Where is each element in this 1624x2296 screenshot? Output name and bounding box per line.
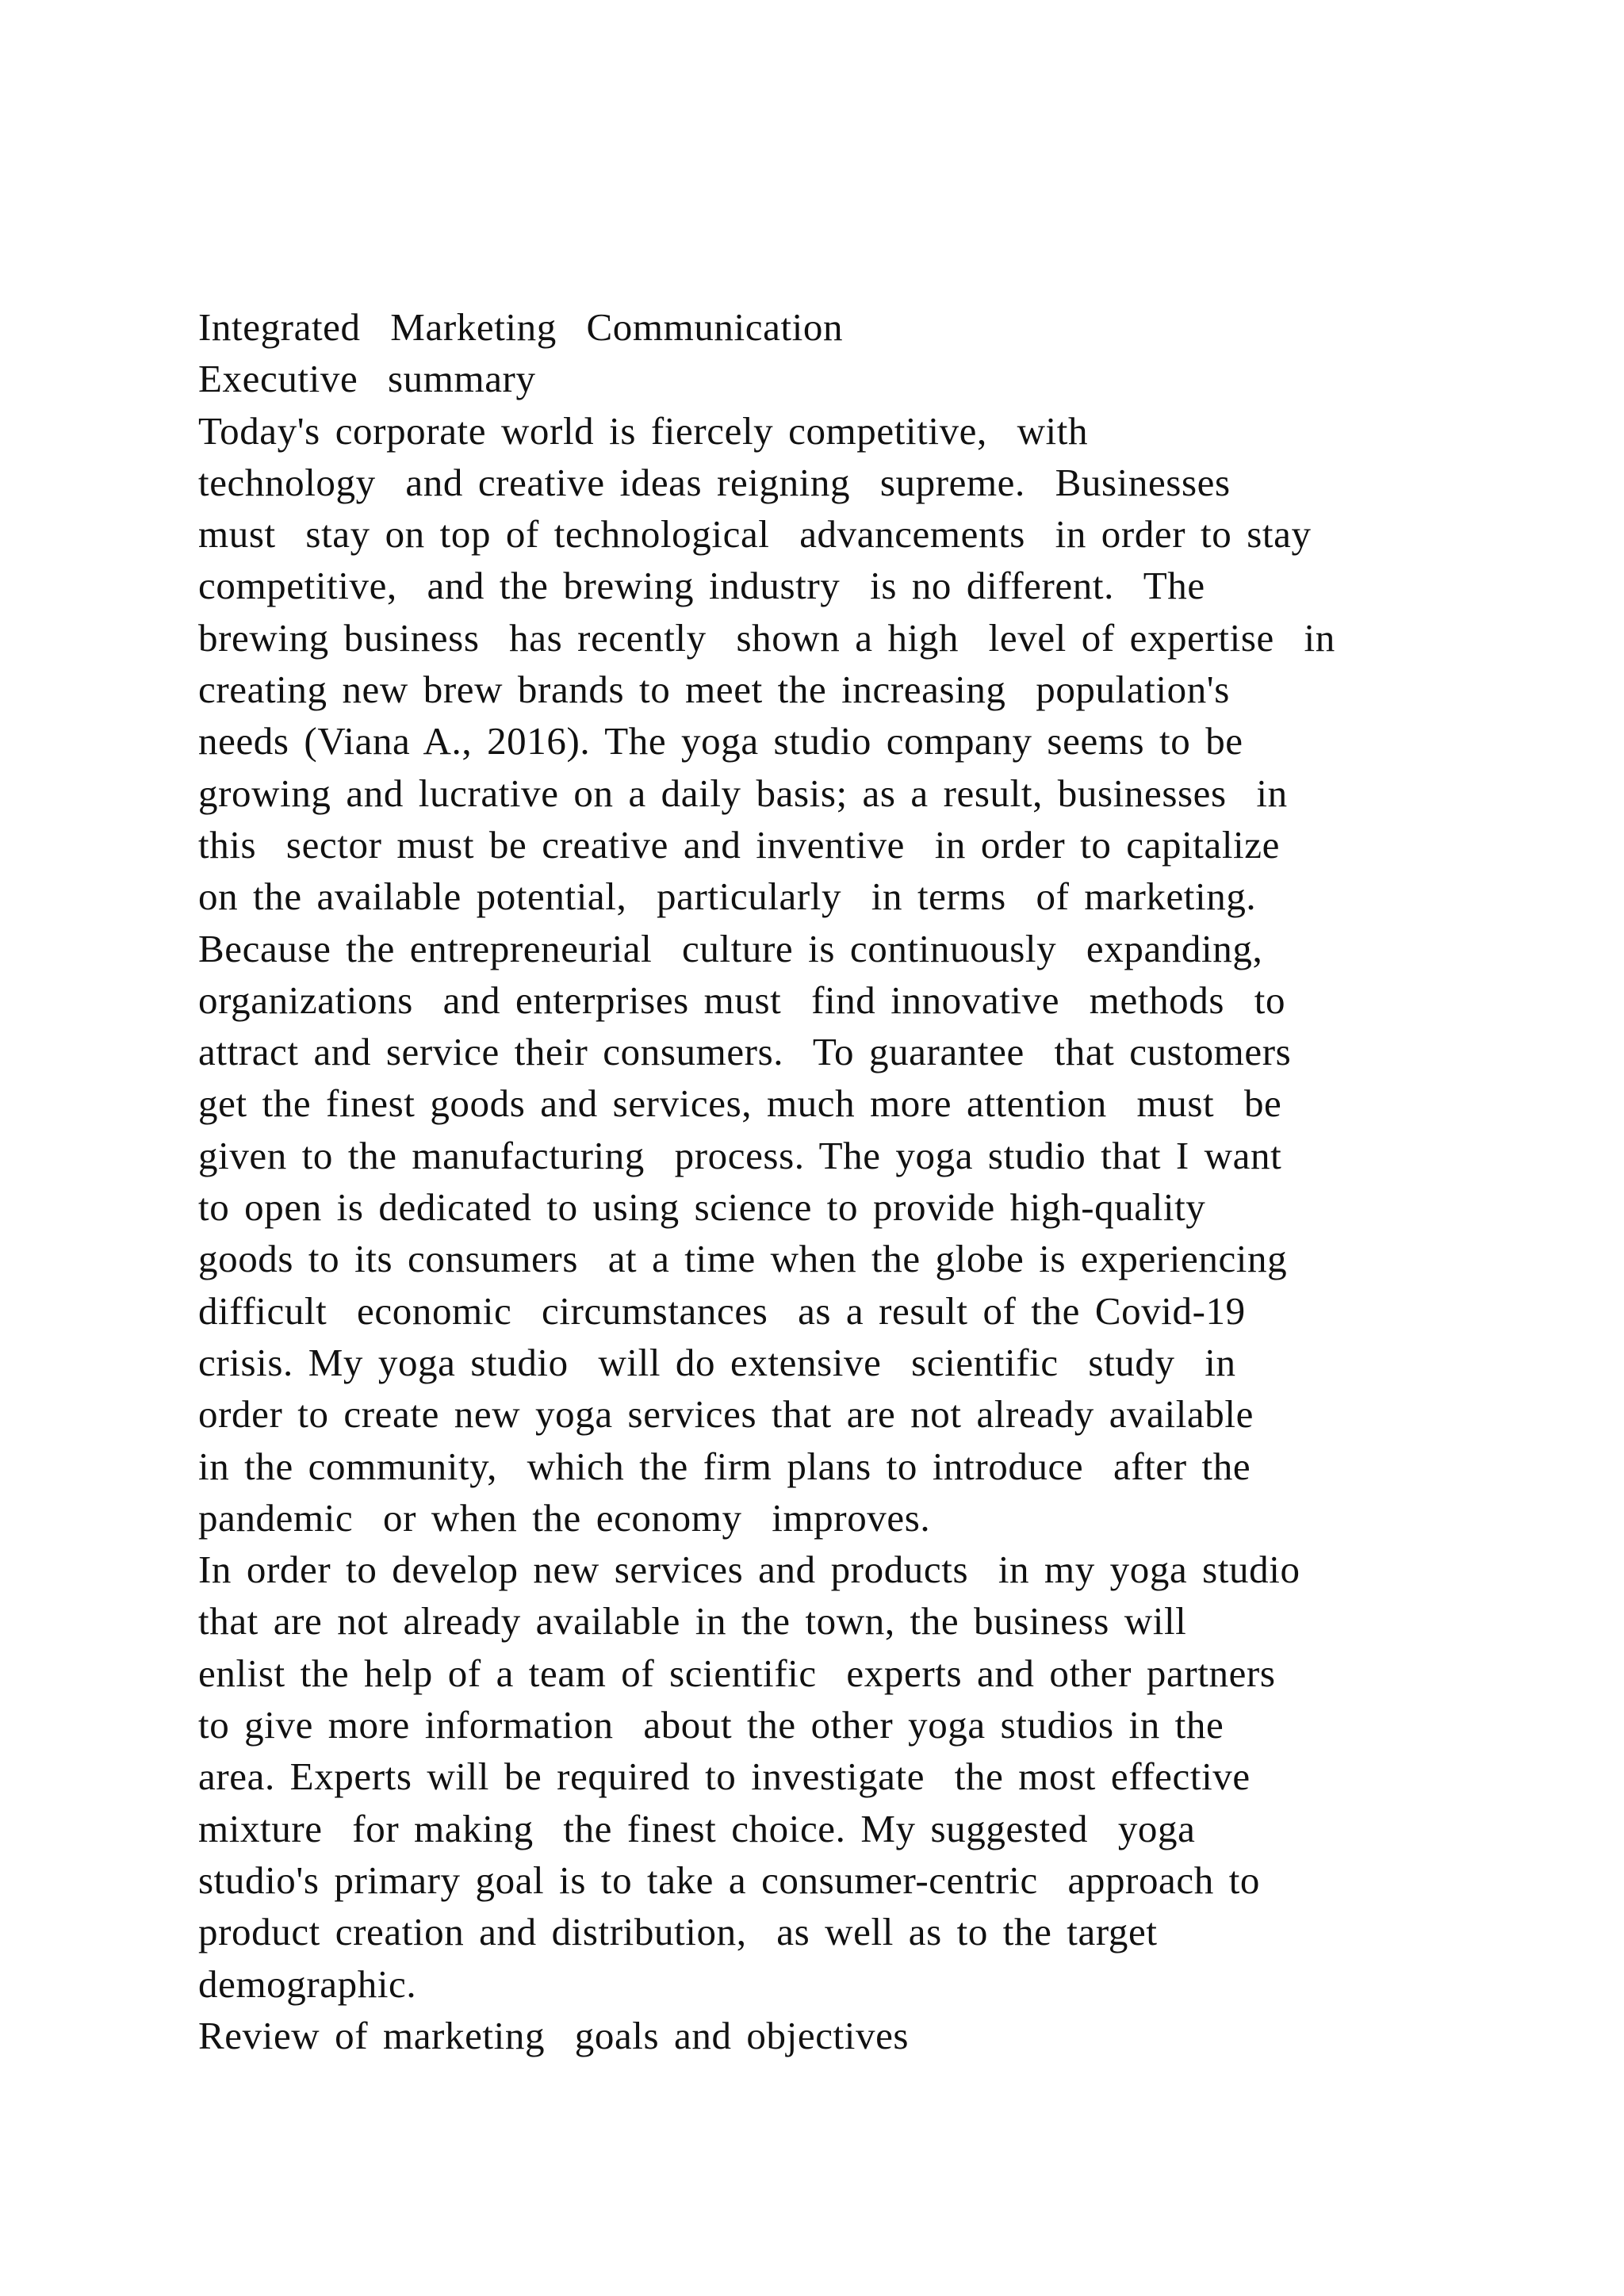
paragraph-line: area. Experts will be required to investigate the most effective — [198, 1755, 1251, 1799]
paragraph-line: to give more information about the other yoga studios in the — [198, 1703, 1224, 1747]
paragraph-line: in the community, which the firm plans to introduce after the — [198, 1444, 1251, 1488]
document-title: Integrated Marketing Communication — [198, 305, 844, 349]
paragraph-line: brewing business has recently shown a high level of expertise in — [198, 615, 1335, 660]
document-body — [198, 301, 1483, 2061]
paragraph-line: mixture for making the finest choice. My suggested yoga — [198, 1806, 1196, 1850]
paragraph-line: goods to its consumers at a time when the globe is experiencing — [198, 1237, 1288, 1281]
paragraph-line: on the available potential, particularly in terms of marketing. — [198, 874, 1257, 919]
paragraph-line: given to the manufacturing process. The yoga studio that I want — [198, 1133, 1282, 1177]
paragraph-line: this sector must be creative and inventive in order to capitalize — [198, 822, 1280, 867]
paragraph-line: enlist the help of a team of scientific experts and other partners — [198, 1651, 1276, 1695]
paragraph-line: order to create new yoga services that are not already available — [198, 1392, 1254, 1437]
paragraph-line: that are not already available in the town, the business will — [198, 1599, 1187, 1644]
paragraph-line: creating new brew brands to meet the increasing population's — [198, 668, 1230, 712]
paragraph-line: needs (Viana A., 2016). The yoga studio company seems to be — [198, 719, 1243, 763]
paragraph-line: Today's corporate world is fiercely competitive, with — [198, 408, 1089, 453]
paragraph-line: organizations and enterprises must find innovative methods to — [198, 978, 1286, 1022]
paragraph-line: competitive, and the brewing industry is no different. The — [198, 564, 1205, 608]
paragraph-line: difficult economic circumstances as a result of the Covid-19 — [198, 1288, 1246, 1333]
section-heading-executive-summary: Executive summary — [198, 357, 536, 401]
paragraph-line: demographic. — [198, 1961, 417, 2006]
paragraph-line: growing and lucrative on a daily basis; as a result, businesses in — [198, 771, 1288, 815]
paragraph-line: product creation and distribution, as well as to the target — [198, 1910, 1158, 1954]
paragraph-line: technology and creative ideas reigning supreme. Businesses — [198, 460, 1231, 504]
paragraph-line: attract and service their consumers. To guarantee that customers — [198, 1030, 1292, 1074]
paragraph-line: Because the entrepreneurial culture is continuously expanding, — [198, 926, 1263, 970]
paragraph-line: must stay on top of technological advancements in order to stay — [198, 512, 1312, 557]
paragraph-line: pandemic or when the economy improves. — [198, 1495, 931, 1540]
paragraph-line: In order to develop new services and products in my yoga studio — [198, 1548, 1300, 1592]
paragraph-line: studio's primary goal is to take a consumer-centric approach to — [198, 1858, 1261, 1902]
paragraph-line: to open is dedicated to using science to provide high-quality — [198, 1185, 1206, 1230]
paragraph-line: get the finest goods and services, much more attention must be — [198, 1081, 1282, 1126]
section-heading-review: Review of marketing goals and objectives — [198, 2013, 910, 2057]
paragraph-line: crisis. My yoga studio will do extensive scientific study in — [198, 1340, 1236, 1384]
